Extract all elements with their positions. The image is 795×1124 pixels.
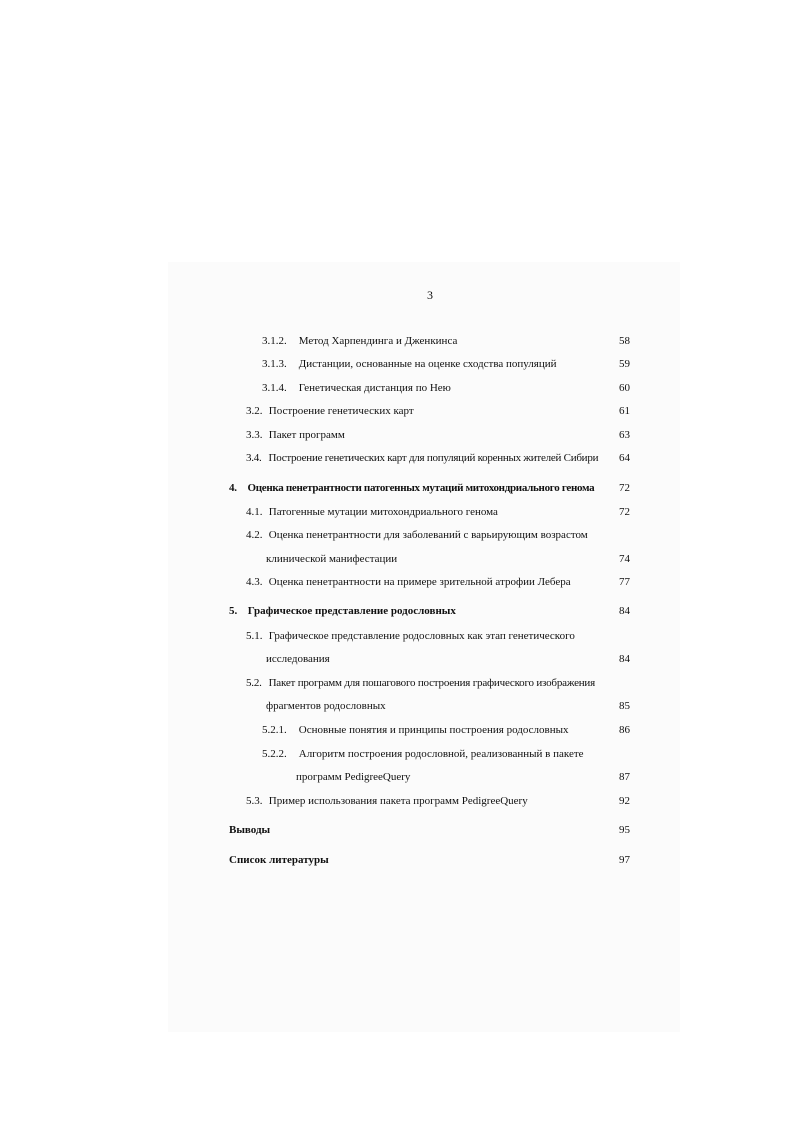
toc-entry <box>246 676 595 690</box>
page-number: 3 <box>427 288 433 302</box>
toc-entry-page: 61 <box>619 405 630 417</box>
toc-entry-page: 64 <box>619 452 630 464</box>
toc-entry-number: 5.3. <box>246 795 263 807</box>
toc-entry <box>262 334 457 348</box>
toc-entry <box>262 747 584 761</box>
toc-entry-title: Построение генетических карт <box>268 405 414 417</box>
toc-entry-title: Графическое представление родословных <box>247 605 456 617</box>
toc-entry-title: Пакет программ для пошагового построения графического изображения <box>268 677 595 689</box>
toc-entry-page: 87 <box>619 771 630 783</box>
toc-entry <box>246 528 588 542</box>
toc-entry-page: 58 <box>619 335 630 347</box>
toc-entry-number: 4.3. <box>246 576 263 588</box>
toc-entry-number: 5. <box>229 605 238 617</box>
toc-chapter-references <box>229 853 329 867</box>
toc-entry-continuation <box>266 652 330 666</box>
toc-entry-page: 85 <box>619 700 630 712</box>
toc-entry <box>262 357 557 371</box>
toc-entry-page: 84 <box>619 605 630 617</box>
toc-entry-title: Оценка пенетрантности патогенных мутаций митохондриального генома <box>247 482 595 494</box>
toc-entry-number: 3.3. <box>246 429 263 441</box>
toc-entry-title: Патогенные мутации митохондриального генома <box>268 506 498 518</box>
toc-entry-number: 3.4. <box>246 452 262 464</box>
scanned-page <box>168 262 680 1032</box>
toc-entry <box>246 451 598 465</box>
toc-entry-title: Графическое представление родословных как этап генетического <box>268 630 575 642</box>
toc-entry-title: фрагментов родословных <box>266 700 386 712</box>
toc-entry-title: Метод Харпендинга и Дженкинса <box>298 335 458 347</box>
toc-entry-page: 92 <box>619 795 630 807</box>
toc-entry-page: 95 <box>619 824 630 836</box>
toc-chapter <box>229 604 456 618</box>
toc-entry-continuation <box>296 770 410 784</box>
toc-entry-number: 5.2.2. <box>262 748 287 760</box>
toc-entry-title: Основные понятия и принципы построения родословных <box>298 724 569 736</box>
toc-entry-number: 3.2. <box>246 405 263 417</box>
toc-entry-continuation <box>266 699 386 713</box>
toc-entry-title: Алгоритм построения родословной, реализованный в пакете <box>298 748 584 760</box>
toc-entry-number: 3.1.4. <box>262 382 287 394</box>
toc-entry-page: 59 <box>619 358 630 370</box>
toc-entry-page: 86 <box>619 724 630 736</box>
toc-entry-page: 72 <box>619 506 630 518</box>
toc-entry-page: 60 <box>619 382 630 394</box>
toc-entry-page: 74 <box>619 553 630 565</box>
toc-entry-title: Выводы <box>229 824 271 836</box>
toc-entry-number: 3.1.3. <box>262 358 287 370</box>
toc-entry-number: 5.2.1. <box>262 724 287 736</box>
toc-entry-title: Оценка пенетрантности для заболеваний с варьирующим возрастом <box>268 529 588 541</box>
toc-entry-title: Дистанции, основанные на оценке сходства популяций <box>298 358 557 370</box>
toc-entry-title: Построение генетических карт для популяций коренных жителей Сибири <box>268 452 599 464</box>
toc-entry-title: исследования <box>266 653 330 665</box>
toc-entry-number: 4. <box>229 482 237 494</box>
toc-chapter-conclusions <box>229 823 270 837</box>
toc-entry-number: 4.2. <box>246 529 263 541</box>
toc-entry-number: 3.1.2. <box>262 335 287 347</box>
toc-entry <box>246 428 345 442</box>
toc-entry <box>246 505 498 519</box>
toc-chapter <box>229 481 594 495</box>
toc-entry-title: Генетическая дистанция по Нею <box>298 382 451 394</box>
toc-entry-number: 5.2. <box>246 677 262 689</box>
toc-entry <box>246 794 528 808</box>
toc-entry-page: 72 <box>619 482 630 494</box>
toc-entry-title: клинической манифестации <box>266 553 398 565</box>
toc-entry <box>262 723 568 737</box>
toc-entry-page: 63 <box>619 429 630 441</box>
toc-entry-title: программ PedigreeQuery <box>296 771 411 783</box>
toc-entry <box>246 404 414 418</box>
toc-entry-page: 77 <box>619 576 630 588</box>
toc-entry-page: 97 <box>619 854 630 866</box>
toc-entry-page: 84 <box>619 653 630 665</box>
toc-entry-title: Оценка пенетрантности на примере зрительной атрофии Лебера <box>268 576 571 588</box>
toc-entry-number: 5.1. <box>246 630 263 642</box>
toc-entry-continuation <box>266 552 397 566</box>
toc-entry <box>246 575 571 589</box>
toc-entry-title: Пример использования пакета программ PedigreeQuery <box>268 795 528 807</box>
toc-entry-title: Список литературы <box>229 854 329 866</box>
toc-entry-title: Пакет программ <box>268 429 345 441</box>
toc-entry <box>262 381 451 395</box>
toc-entry-number: 4.1. <box>246 506 263 518</box>
toc-entry <box>246 629 575 643</box>
